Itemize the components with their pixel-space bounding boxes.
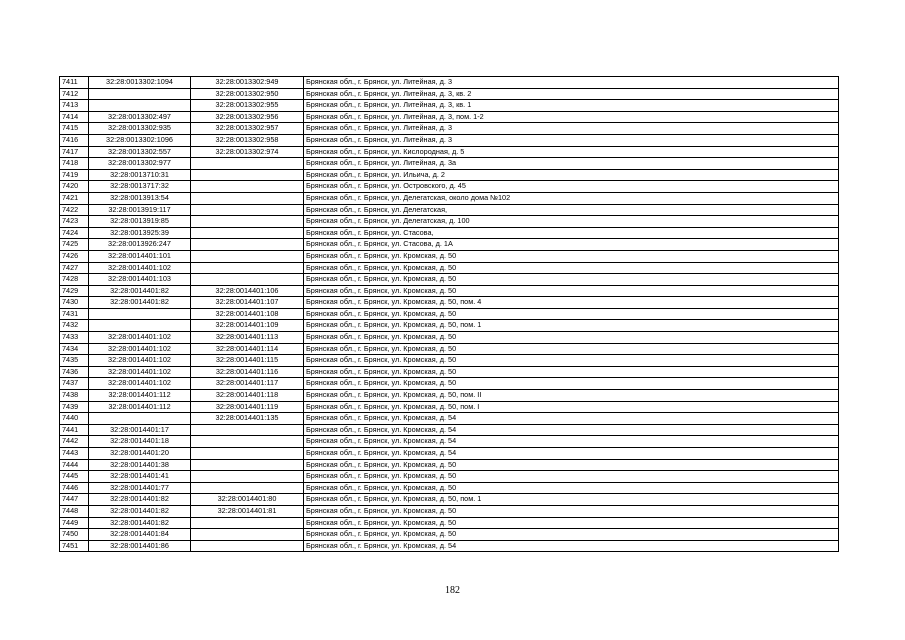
related-cadastral-number-cell: 32:28:0013302:956 xyxy=(191,111,304,123)
address-cell: Брянская обл., г. Брянск, ул. Литейная, д. 3 xyxy=(304,123,839,135)
related-cadastral-number-cell: 32:28:0014401:108 xyxy=(191,308,304,320)
related-cadastral-number-cell: 32:28:0014401:107 xyxy=(191,297,304,309)
address-cell: Брянская обл., г. Брянск, ул. Кромская, д. 50 xyxy=(304,262,839,274)
address-cell: Брянская обл., г. Брянск, ул. Делегатская, д. 100 xyxy=(304,216,839,228)
table-row xyxy=(60,111,839,123)
address-cell: Брянская обл., г. Брянск, ул. Кромская, д. 50 xyxy=(304,308,839,320)
row-number-cell: 7426 xyxy=(60,250,89,262)
table-row xyxy=(60,297,839,309)
address-cell: Брянская обл., г. Брянск, ул. Кромская, д. 50 xyxy=(304,250,839,262)
related-cadastral-number-cell xyxy=(191,274,304,286)
related-cadastral-number-cell: 32:28:0013302:958 xyxy=(191,134,304,146)
related-cadastral-number-cell xyxy=(191,227,304,239)
cadastral-number-cell: 32:28:0013926:247 xyxy=(89,239,191,251)
row-number-cell: 7412 xyxy=(60,88,89,100)
row-number-cell: 7451 xyxy=(60,540,89,552)
row-number-cell: 7413 xyxy=(60,100,89,112)
cadastral-number-cell: 32:28:0014401:102 xyxy=(89,262,191,274)
row-number-cell: 7427 xyxy=(60,262,89,274)
cadastral-number-cell: 32:28:0014401:82 xyxy=(89,285,191,297)
row-number-cell: 7428 xyxy=(60,274,89,286)
related-cadastral-number-cell: 32:28:0013302:955 xyxy=(191,100,304,112)
page-number: 182 xyxy=(445,585,460,596)
row-number-cell: 7448 xyxy=(60,505,89,517)
row-number-cell: 7421 xyxy=(60,192,89,204)
address-cell: Брянская обл., г. Брянск, ул. Кромская, д. 50 xyxy=(304,378,839,390)
cadastral-number-cell: 32:28:0014401:77 xyxy=(89,482,191,494)
cadastral-number-cell xyxy=(89,308,191,320)
cadastral-number-cell: 32:28:0014401:102 xyxy=(89,378,191,390)
table-row xyxy=(60,424,839,436)
cadastral-number-cell: 32:28:0014401:112 xyxy=(89,401,191,413)
cadastral-number-cell: 32:28:0014401:20 xyxy=(89,448,191,460)
table-row xyxy=(60,227,839,239)
table-row xyxy=(60,285,839,297)
row-number-cell: 7416 xyxy=(60,134,89,146)
table-row xyxy=(60,239,839,251)
related-cadastral-number-cell: 32:28:0013302:974 xyxy=(191,146,304,158)
table-row xyxy=(60,274,839,286)
table-row xyxy=(60,448,839,460)
row-number-cell: 7433 xyxy=(60,332,89,344)
address-cell: Брянская обл., г. Брянск, ул. Кромская, д. 50, пом. 1 xyxy=(304,494,839,506)
related-cadastral-number-cell: 32:28:0014401:116 xyxy=(191,366,304,378)
cadastral-number-cell: 32:28:0014401:82 xyxy=(89,505,191,517)
address-cell: Брянская обл., г. Брянск, ул. Кромская, д. 50 xyxy=(304,332,839,344)
related-cadastral-number-cell xyxy=(191,471,304,483)
address-cell: Брянская обл., г. Брянск, ул. Кромская, д. 50, пом. I xyxy=(304,401,839,413)
address-cell: Брянская обл., г. Брянск, ул. Стасова, д. 1А xyxy=(304,239,839,251)
cadastral-number-cell: 32:28:0013919:117 xyxy=(89,204,191,216)
row-number-cell: 7439 xyxy=(60,401,89,413)
table-row xyxy=(60,134,839,146)
address-cell: Брянская обл., г. Брянск, ул. Литейная, д. 3, кв. 1 xyxy=(304,100,839,112)
row-number-cell: 7446 xyxy=(60,482,89,494)
row-number-cell: 7434 xyxy=(60,343,89,355)
address-cell: Брянская обл., г. Брянск, ул. Кромская, д. 50 xyxy=(304,343,839,355)
address-cell: Брянская обл., г. Брянск, ул. Кромская, д. 50, пом. 1 xyxy=(304,320,839,332)
row-number-cell: 7424 xyxy=(60,227,89,239)
row-number-cell: 7440 xyxy=(60,413,89,425)
cadastral-number-cell: 32:28:0014401:103 xyxy=(89,274,191,286)
related-cadastral-number-cell xyxy=(191,448,304,460)
row-number-cell: 7435 xyxy=(60,355,89,367)
row-number-cell: 7420 xyxy=(60,181,89,193)
registry-table xyxy=(59,76,839,552)
row-number-cell: 7438 xyxy=(60,390,89,402)
address-cell: Брянская обл., г. Брянск, ул. Кромская, д. 50 xyxy=(304,505,839,517)
cadastral-number-cell xyxy=(89,88,191,100)
table-row xyxy=(60,366,839,378)
row-number-cell: 7415 xyxy=(60,123,89,135)
related-cadastral-number-cell xyxy=(191,262,304,274)
cadastral-number-cell xyxy=(89,100,191,112)
table-row xyxy=(60,413,839,425)
row-number-cell: 7423 xyxy=(60,216,89,228)
cadastral-number-cell: 32:28:0014401:17 xyxy=(89,424,191,436)
related-cadastral-number-cell: 32:28:0014401:106 xyxy=(191,285,304,297)
cadastral-number-cell: 32:28:0013913:54 xyxy=(89,192,191,204)
address-cell: Брянская обл., г. Брянск, ул. Кромская, д. 50, пом. II xyxy=(304,390,839,402)
table-row xyxy=(60,216,839,228)
address-cell: Брянская обл., г. Брянск, ул. Ильича, д. 2 xyxy=(304,169,839,181)
cadastral-number-cell: 32:28:0014401:112 xyxy=(89,390,191,402)
table-row xyxy=(60,494,839,506)
row-number-cell: 7417 xyxy=(60,146,89,158)
related-cadastral-number-cell xyxy=(191,459,304,471)
table-row xyxy=(60,343,839,355)
table-row xyxy=(60,320,839,332)
address-cell: Брянская обл., г. Брянск, ул. Литейная, д. 3 xyxy=(304,134,839,146)
cadastral-number-cell: 32:28:0013710:31 xyxy=(89,169,191,181)
row-number-cell: 7431 xyxy=(60,308,89,320)
table-row xyxy=(60,88,839,100)
row-number-cell: 7450 xyxy=(60,529,89,541)
table-row xyxy=(60,471,839,483)
related-cadastral-number-cell xyxy=(191,436,304,448)
cadastral-number-cell: 32:28:0013302:497 xyxy=(89,111,191,123)
table-row xyxy=(60,158,839,170)
table-row xyxy=(60,401,839,413)
table-row xyxy=(60,250,839,262)
related-cadastral-number-cell xyxy=(191,216,304,228)
row-number-cell: 7418 xyxy=(60,158,89,170)
cadastral-number-cell: 32:28:0013717:32 xyxy=(89,181,191,193)
table-row xyxy=(60,529,839,541)
cadastral-number-cell: 32:28:0014401:41 xyxy=(89,471,191,483)
row-number-cell: 7432 xyxy=(60,320,89,332)
related-cadastral-number-cell xyxy=(191,239,304,251)
cadastral-number-cell: 32:28:0013302:977 xyxy=(89,158,191,170)
registry-table-body xyxy=(60,77,839,552)
related-cadastral-number-cell xyxy=(191,540,304,552)
table-row xyxy=(60,308,839,320)
cadastral-number-cell xyxy=(89,320,191,332)
related-cadastral-number-cell: 32:28:0014401:117 xyxy=(191,378,304,390)
cadastral-number-cell: 32:28:0014401:82 xyxy=(89,517,191,529)
address-cell: Брянская обл., г. Брянск, ул. Стасова, xyxy=(304,227,839,239)
address-cell: Брянская обл., г. Брянск, ул. Делегатская, xyxy=(304,204,839,216)
related-cadastral-number-cell xyxy=(191,424,304,436)
related-cadastral-number-cell xyxy=(191,169,304,181)
table-row xyxy=(60,482,839,494)
address-cell: Брянская обл., г. Брянск, ул. Кромская, д. 50 xyxy=(304,274,839,286)
related-cadastral-number-cell xyxy=(191,204,304,216)
table-row xyxy=(60,77,839,89)
related-cadastral-number-cell xyxy=(191,517,304,529)
row-number-cell: 7414 xyxy=(60,111,89,123)
cadastral-number-cell: 32:28:0014401:102 xyxy=(89,343,191,355)
address-cell: Брянская обл., г. Брянск, ул. Кромская, д. 50 xyxy=(304,355,839,367)
related-cadastral-number-cell: 32:28:0014401:135 xyxy=(191,413,304,425)
table-row xyxy=(60,505,839,517)
address-cell: Брянская обл., г. Брянск, ул. Делегатская, около дома №102 xyxy=(304,192,839,204)
table-row xyxy=(60,332,839,344)
address-cell: Брянская обл., г. Брянск, ул. Кромская, д. 54 xyxy=(304,413,839,425)
related-cadastral-number-cell: 32:28:0014401:113 xyxy=(191,332,304,344)
cadastral-number-cell: 32:28:0013302:557 xyxy=(89,146,191,158)
related-cadastral-number-cell: 32:28:0014401:118 xyxy=(191,390,304,402)
cadastral-number-cell: 32:28:0014401:82 xyxy=(89,297,191,309)
address-cell: Брянская обл., г. Брянск, ул. Кромская, д. 50 xyxy=(304,529,839,541)
table-row xyxy=(60,204,839,216)
related-cadastral-number-cell xyxy=(191,158,304,170)
cadastral-number-cell: 32:28:0013302:1094 xyxy=(89,77,191,89)
table-row xyxy=(60,355,839,367)
related-cadastral-number-cell xyxy=(191,192,304,204)
table-row xyxy=(60,436,839,448)
address-cell: Брянская обл., г. Брянск, ул. Кромская, д. 50 xyxy=(304,459,839,471)
table-row xyxy=(60,169,839,181)
table-row xyxy=(60,146,839,158)
related-cadastral-number-cell: 32:28:0013302:950 xyxy=(191,88,304,100)
table-row xyxy=(60,459,839,471)
address-cell: Брянская обл., г. Брянск, ул. Кромская, д. 54 xyxy=(304,436,839,448)
row-number-cell: 7443 xyxy=(60,448,89,460)
address-cell: Брянская обл., г. Брянск, ул. Островского, д. 45 xyxy=(304,181,839,193)
row-number-cell: 7442 xyxy=(60,436,89,448)
row-number-cell: 7425 xyxy=(60,239,89,251)
address-cell: Брянская обл., г. Брянск, ул. Кромская, д. 50 xyxy=(304,285,839,297)
cadastral-number-cell: 32:28:0013925:39 xyxy=(89,227,191,239)
address-cell: Брянская обл., г. Брянск, ул. Литейная, д. 3 xyxy=(304,77,839,89)
related-cadastral-number-cell: 32:28:0013302:949 xyxy=(191,77,304,89)
address-cell: Брянская обл., г. Брянск, ул. Литейная, д. 3а xyxy=(304,158,839,170)
related-cadastral-number-cell xyxy=(191,181,304,193)
address-cell: Брянская обл., г. Брянск, ул. Кромская, д. 54 xyxy=(304,424,839,436)
row-number-cell: 7419 xyxy=(60,169,89,181)
cadastral-number-cell: 32:28:0013302:1096 xyxy=(89,134,191,146)
address-cell: Брянская обл., г. Брянск, ул. Кромская, д. 50 xyxy=(304,471,839,483)
row-number-cell: 7436 xyxy=(60,366,89,378)
address-cell: Брянская обл., г. Брянск, ул. Литейная, д. 3, пом. 1-2 xyxy=(304,111,839,123)
table-row xyxy=(60,192,839,204)
row-number-cell: 7444 xyxy=(60,459,89,471)
related-cadastral-number-cell: 32:28:0014401:80 xyxy=(191,494,304,506)
cadastral-number-cell xyxy=(89,413,191,425)
row-number-cell: 7441 xyxy=(60,424,89,436)
address-cell: Брянская обл., г. Брянск, ул. Литейная, д. 3, кв. 2 xyxy=(304,88,839,100)
cadastral-number-cell: 32:28:0014401:38 xyxy=(89,459,191,471)
related-cadastral-number-cell: 32:28:0014401:115 xyxy=(191,355,304,367)
row-number-cell: 7422 xyxy=(60,204,89,216)
related-cadastral-number-cell: 32:28:0014401:109 xyxy=(191,320,304,332)
address-cell: Брянская обл., г. Брянск, ул. Кромская, д. 50 xyxy=(304,366,839,378)
cadastral-number-cell: 32:28:0013919:85 xyxy=(89,216,191,228)
table-row xyxy=(60,540,839,552)
related-cadastral-number-cell: 32:28:0014401:114 xyxy=(191,343,304,355)
cadastral-number-cell: 32:28:0014401:102 xyxy=(89,366,191,378)
cadastral-number-cell: 32:28:0014401:86 xyxy=(89,540,191,552)
row-number-cell: 7437 xyxy=(60,378,89,390)
address-cell: Брянская обл., г. Брянск, ул. Кромская, д. 50, пом. 4 xyxy=(304,297,839,309)
table-row xyxy=(60,181,839,193)
related-cadastral-number-cell: 32:28:0014401:81 xyxy=(191,505,304,517)
related-cadastral-number-cell: 32:28:0013302:957 xyxy=(191,123,304,135)
table-row xyxy=(60,378,839,390)
row-number-cell: 7430 xyxy=(60,297,89,309)
table-row xyxy=(60,390,839,402)
related-cadastral-number-cell xyxy=(191,529,304,541)
cadastral-number-cell: 32:28:0014401:101 xyxy=(89,250,191,262)
row-number-cell: 7449 xyxy=(60,517,89,529)
related-cadastral-number-cell xyxy=(191,250,304,262)
table-row xyxy=(60,262,839,274)
address-cell: Брянская обл., г. Брянск, ул. Кромская, д. 54 xyxy=(304,448,839,460)
row-number-cell: 7429 xyxy=(60,285,89,297)
table-row xyxy=(60,123,839,135)
related-cadastral-number-cell: 32:28:0014401:119 xyxy=(191,401,304,413)
related-cadastral-number-cell xyxy=(191,482,304,494)
row-number-cell: 7411 xyxy=(60,77,89,89)
cadastral-number-cell: 32:28:0014401:84 xyxy=(89,529,191,541)
row-number-cell: 7447 xyxy=(60,494,89,506)
address-cell: Брянская обл., г. Брянск, ул. Кромская, д. 50 xyxy=(304,517,839,529)
address-cell: Брянская обл., г. Брянск, ул. Кромская, д. 50 xyxy=(304,482,839,494)
row-number-cell: 7445 xyxy=(60,471,89,483)
table-row xyxy=(60,517,839,529)
cadastral-number-cell: 32:28:0014401:102 xyxy=(89,355,191,367)
address-cell: Брянская обл., г. Брянск, ул. Кислородная, д. 5 xyxy=(304,146,839,158)
cadastral-number-cell: 32:28:0014401:82 xyxy=(89,494,191,506)
cadastral-number-cell: 32:28:0014401:102 xyxy=(89,332,191,344)
cadastral-number-cell: 32:28:0014401:18 xyxy=(89,436,191,448)
cadastral-number-cell: 32:28:0013302:935 xyxy=(89,123,191,135)
table-row xyxy=(60,100,839,112)
address-cell: Брянская обл., г. Брянск, ул. Кромская, д. 54 xyxy=(304,540,839,552)
